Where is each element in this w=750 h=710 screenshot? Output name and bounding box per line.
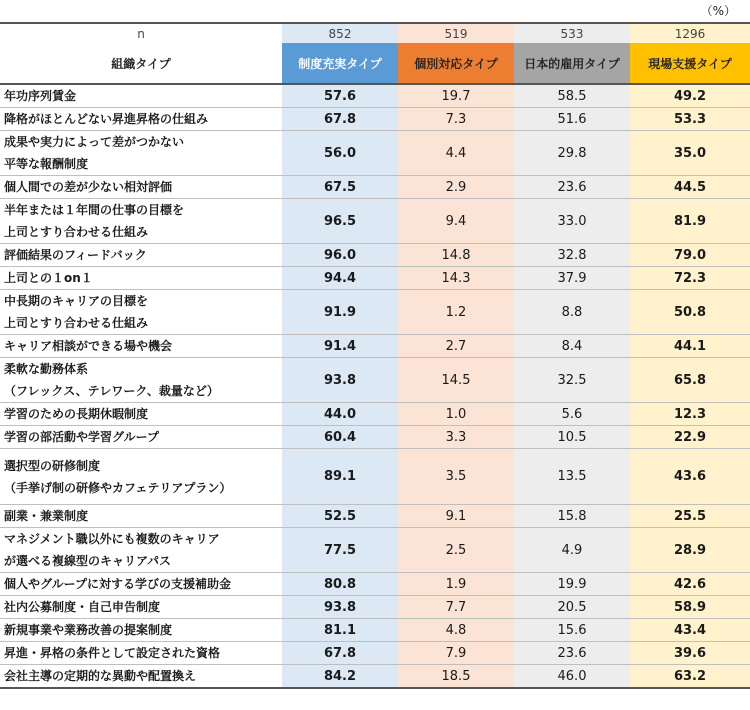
cell-value: 67.8 (282, 642, 398, 665)
sample-size-row (0, 23, 750, 43)
cell-value: 25.5 (630, 505, 750, 528)
cell-value: 60.4 (282, 426, 398, 449)
cell-value: 2.9 (398, 176, 514, 199)
cell-value: 3.5 (398, 449, 514, 505)
cell-value: 22.9 (630, 426, 750, 449)
row-label-line: 平等な報酬制度 (4, 157, 89, 171)
cell-value: 2.7 (398, 335, 514, 358)
table-body (0, 84, 750, 688)
row-label (0, 449, 282, 505)
cell-value: 12.3 (630, 403, 750, 426)
cell-value: 4.9 (514, 528, 630, 573)
row-label (0, 528, 282, 573)
n-value: 1296 (630, 23, 750, 43)
row-label-line: 年功序列賃金 (4, 89, 77, 103)
row-label-line: （手挙げ制の研修やカフェテリアプラン） (4, 480, 232, 495)
column-header-row (0, 43, 750, 84)
cell-value: 8.4 (514, 335, 630, 358)
unit-label: （%） (700, 4, 736, 18)
cell-value: 5.6 (514, 403, 630, 426)
row-label-line: （フレックス、テレワーク、裁量など） (4, 384, 219, 398)
row-label (0, 505, 282, 528)
row-label-line: 降格がほとんどない昇進昇格の仕組み (4, 112, 209, 126)
table-row (0, 665, 750, 689)
cell-value: 4.4 (398, 131, 514, 176)
cell-value: 51.6 (514, 108, 630, 131)
row-label (0, 426, 282, 449)
cell-value: 52.5 (282, 505, 398, 528)
row-label (0, 358, 282, 403)
cell-value: 39.6 (630, 642, 750, 665)
table-row (0, 619, 750, 642)
cell-value: 32.8 (514, 244, 630, 267)
table-row (0, 449, 750, 505)
row-label-line: 副業・兼業制度 (4, 509, 89, 523)
row-label-line: 半年または１年間の仕事の目標を (4, 203, 185, 217)
table-row (0, 335, 750, 358)
row-header-label: 組織タイプ (0, 43, 282, 84)
row-label (0, 84, 282, 108)
row-label (0, 176, 282, 199)
row-label-line: 上司との１on１ (4, 271, 93, 285)
cell-value: 44.0 (282, 403, 398, 426)
column-header: 日本的雇用タイプ (514, 43, 630, 84)
cell-value: 96.5 (282, 199, 398, 244)
cell-value: 35.0 (630, 131, 750, 176)
cell-value: 4.8 (398, 619, 514, 642)
cell-value: 28.9 (630, 528, 750, 573)
column-header: 制度充実タイプ (282, 43, 398, 84)
cell-value: 81.1 (282, 619, 398, 642)
cell-value: 58.9 (630, 596, 750, 619)
cell-value: 67.5 (282, 176, 398, 199)
cell-value: 7.3 (398, 108, 514, 131)
row-label-line: 個人やグループに対する学びの支援補助金 (4, 577, 232, 591)
cell-value: 63.2 (630, 665, 750, 689)
table-row (0, 505, 750, 528)
cell-value: 1.2 (398, 290, 514, 335)
row-label-line: 選択型の研修制度 (4, 458, 101, 473)
cell-value: 42.6 (630, 573, 750, 596)
table-row (0, 573, 750, 596)
cell-value: 53.3 (630, 108, 750, 131)
cell-value: 23.6 (514, 176, 630, 199)
column-header: 個別対応タイプ (398, 43, 514, 84)
table-row (0, 596, 750, 619)
row-label-line: 新規事業や業務改善の提案制度 (4, 623, 173, 637)
cell-value: 13.5 (514, 449, 630, 505)
table-row (0, 108, 750, 131)
table-row (0, 199, 750, 244)
table-row (0, 358, 750, 403)
n-value: 519 (398, 23, 514, 43)
row-label (0, 596, 282, 619)
cell-value: 93.8 (282, 596, 398, 619)
row-label-line: 会社主導の定期的な異動や配置換え (4, 669, 197, 683)
cell-value: 15.8 (514, 505, 630, 528)
row-label-line: 評価結果のフィードバック (4, 248, 147, 262)
row-label-line: 個人間での差が少ない相対評価 (4, 180, 173, 194)
cell-value: 10.5 (514, 426, 630, 449)
cell-value: 29.8 (514, 131, 630, 176)
row-label (0, 642, 282, 665)
cell-value: 33.0 (514, 199, 630, 244)
row-label (0, 403, 282, 426)
cell-value: 20.5 (514, 596, 630, 619)
cell-value: 57.6 (282, 84, 398, 108)
cell-value: 1.0 (398, 403, 514, 426)
row-label (0, 619, 282, 642)
cell-value: 14.3 (398, 267, 514, 290)
row-label (0, 108, 282, 131)
cell-value: 2.5 (398, 528, 514, 573)
table-row (0, 528, 750, 573)
org-type-table (0, 22, 750, 689)
cell-value: 46.0 (514, 665, 630, 689)
cell-value: 80.8 (282, 573, 398, 596)
cell-value: 65.8 (630, 358, 750, 403)
cell-value: 79.0 (630, 244, 750, 267)
cell-value: 37.9 (514, 267, 630, 290)
table-row (0, 403, 750, 426)
n-value: 852 (282, 23, 398, 43)
cell-value: 81.9 (630, 199, 750, 244)
row-label (0, 335, 282, 358)
row-label (0, 244, 282, 267)
cell-value: 94.4 (282, 267, 398, 290)
cell-value: 50.8 (630, 290, 750, 335)
row-label-line: が選べる複線型のキャリアパス (4, 554, 172, 568)
row-label-line: 社内公募制度・自己申告制度 (4, 600, 161, 614)
cell-value: 49.2 (630, 84, 750, 108)
cell-value: 58.5 (514, 84, 630, 108)
cell-value: 91.4 (282, 335, 398, 358)
cell-value: 14.5 (398, 358, 514, 403)
table-row (0, 267, 750, 290)
cell-value: 43.4 (630, 619, 750, 642)
cell-value: 32.5 (514, 358, 630, 403)
cell-value: 93.8 (282, 358, 398, 403)
row-label-line: 学習の部活動や学習グループ (4, 430, 160, 444)
row-label (0, 665, 282, 689)
row-label-line: 中長期のキャリアの目標を (4, 294, 149, 308)
row-label-line: 上司とすり合わせる仕組み (4, 225, 149, 239)
row-label-line: 柔軟な勤務体系 (4, 362, 89, 376)
row-label-line: 成果や実力によって差がつかない (4, 135, 185, 149)
row-label-line: マネジメント職以外にも複数のキャリア (4, 532, 220, 546)
n-label: n (0, 23, 282, 43)
cell-value: 9.4 (398, 199, 514, 244)
cell-value: 44.5 (630, 176, 750, 199)
cell-value: 23.6 (514, 642, 630, 665)
cell-value: 18.5 (398, 665, 514, 689)
cell-value: 15.6 (514, 619, 630, 642)
cell-value: 84.2 (282, 665, 398, 689)
row-label (0, 267, 282, 290)
cell-value: 72.3 (630, 267, 750, 290)
cell-value: 77.5 (282, 528, 398, 573)
cell-value: 89.1 (282, 449, 398, 505)
table-row (0, 426, 750, 449)
row-label-line: 学習のための長期休暇制度 (4, 407, 149, 421)
row-label (0, 199, 282, 244)
table-row (0, 131, 750, 176)
cell-value: 67.8 (282, 108, 398, 131)
row-label-line: 昇進・昇格の条件として設定された資格 (4, 646, 221, 660)
table-row (0, 84, 750, 108)
cell-value: 9.1 (398, 505, 514, 528)
column-header: 現場支援タイプ (630, 43, 750, 84)
n-value: 533 (514, 23, 630, 43)
cell-value: 56.0 (282, 131, 398, 176)
cell-value: 96.0 (282, 244, 398, 267)
row-label-line: キャリア相談ができる場や機会 (4, 339, 173, 353)
table-row (0, 642, 750, 665)
cell-value: 43.6 (630, 449, 750, 505)
row-label (0, 290, 282, 335)
cell-value: 7.7 (398, 596, 514, 619)
row-label (0, 131, 282, 176)
table-row (0, 290, 750, 335)
cell-value: 44.1 (630, 335, 750, 358)
table-row (0, 244, 750, 267)
cell-value: 19.7 (398, 84, 514, 108)
cell-value: 19.9 (514, 573, 630, 596)
cell-value: 1.9 (398, 573, 514, 596)
cell-value: 14.8 (398, 244, 514, 267)
row-label (0, 573, 282, 596)
row-label-line: 上司とすり合わせる仕組み (4, 316, 149, 330)
cell-value: 7.9 (398, 642, 514, 665)
cell-value: 3.3 (398, 426, 514, 449)
table-row (0, 176, 750, 199)
cell-value: 8.8 (514, 290, 630, 335)
cell-value: 91.9 (282, 290, 398, 335)
